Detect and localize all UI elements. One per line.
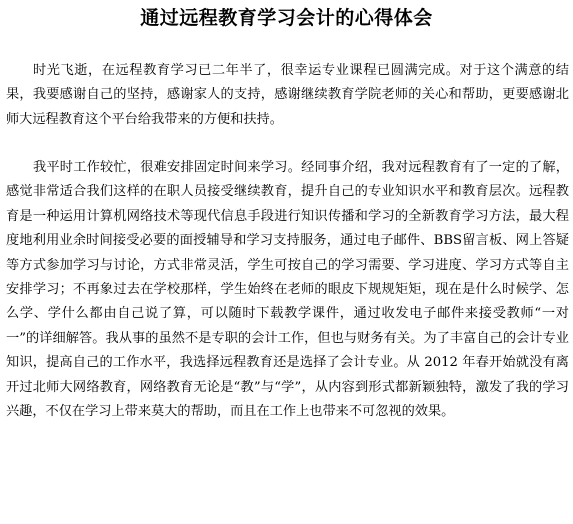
- document-title: 通过远程教育学习会计的心得体会: [140, 7, 433, 29]
- paragraph-1: 时光飞逝，在远程教育学习已二年半了，很幸运专业课程已圆满完成。对于这个满意的结果，我要感谢自己的坚持，感谢家人的支持，感谢继续教育学院老师的关心和帮助，更要感谢北师大远程教育这个平台给我带来的方便和扶持。: [6, 63, 569, 127]
- paragraph-2: 我平时工作较忙，很难安排固定时间来学习。经同事介绍，我对远程教育有了一定的了解，感觉非常适合我们这样的在职人员接受继续教育，提升自己的专业知识水平和教育层次。远程教育是一种运用计算机网络技术等现代信息手段进行知识传播和学习的全新教育学习方法，最大程度地利用业余时间接受必要的面授辅导和学习支持服务，通过电子邮件、BBS留言板、网上答疑等方式参加学习与讨论，方式非常灵活，学生可按自己的学习需要、学习进度、学习方式等自主安排学习；不再象过去在学校那样，学生始终在老师的眼皮下规规矩矩，现在是什么时候学、怎么学、学什么都由自己说了算，可以随时下载教学课件，通过收发电子邮件来接受教师“一对一”的详细解答。我从事的虽然不是专职的会计工作，但也与财务有关。为了丰富自己的会计专业知识，提高自己的工作水平，我选择远程教育还是选择了会计专业。从 2012 年春开始就没有离开过北师大网络教育，网络教育无论是“教”与“学”，从内容到形式都新颖独特，激发了我的学习兴趣，不仅在学习上带来莫大的帮助，而且在工作上也带来不可忽视的效果。: [6, 160, 569, 420]
